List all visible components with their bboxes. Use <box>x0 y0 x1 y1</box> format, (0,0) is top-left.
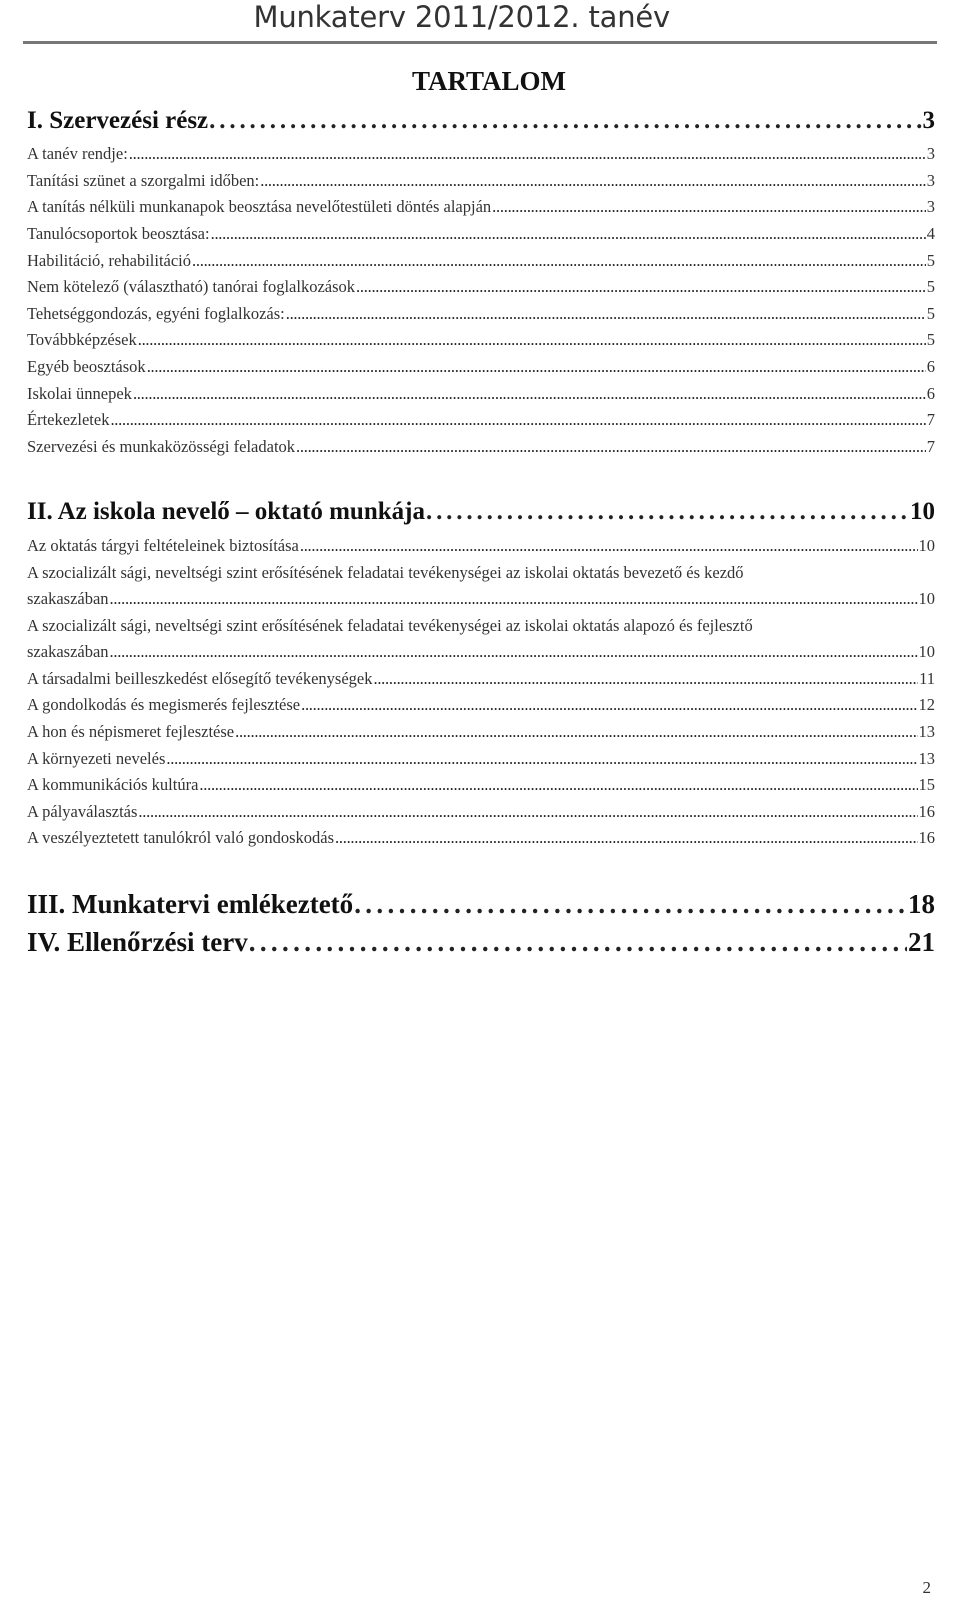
dot-leader <box>138 330 926 350</box>
toc-entry-page: 5 <box>926 304 935 323</box>
toc-entry-page: 3 <box>922 107 935 134</box>
toc-entry-page: 4 <box>926 224 935 243</box>
toc-entry[interactable] <box>27 695 935 715</box>
toc-entry-page: 3 <box>926 144 935 163</box>
toc-entry[interactable] <box>27 197 935 217</box>
toc-entry-page: 10 <box>918 589 935 608</box>
toc-entry-page: 7 <box>926 410 935 429</box>
dot-leader <box>138 802 917 822</box>
dot-leader <box>296 437 926 457</box>
toc-entry[interactable] <box>27 722 935 742</box>
toc-entry-title: Az oktatás tárgyi feltételeinek biztosítása <box>27 536 299 555</box>
toc-entry-page: 7 <box>926 437 935 456</box>
toc-entry-title: Habilitáció, rehabilitáció <box>27 251 192 270</box>
toc-entry[interactable] <box>27 277 935 297</box>
toc-entry-title: A veszélyeztetett tanulókról való gondoskodás <box>27 828 335 847</box>
toc-entry-title: Nem kötelező (választható) tanórai foglalkozások <box>27 277 356 296</box>
toc-entry[interactable] <box>27 669 935 689</box>
dot-leader <box>110 642 918 662</box>
dot-leader <box>373 669 918 689</box>
toc-entry-title: Tanítási szünet a szorgalmi időben: <box>27 171 260 190</box>
toc-entry-title: Tanulócsoportok beosztása: <box>27 224 210 243</box>
dot-leader <box>260 171 926 191</box>
toc-entry-section-2[interactable] <box>27 498 935 526</box>
toc-entry-section-4[interactable] <box>27 927 935 958</box>
toc-entry[interactable] <box>27 775 935 795</box>
running-header <box>0 0 960 46</box>
dot-leader <box>129 144 926 164</box>
toc-entry[interactable] <box>27 224 935 244</box>
dot-leader <box>286 304 926 324</box>
dot-leader <box>199 775 917 795</box>
toc-entry-title: Tehetséggondozás, egyéni foglalkozás: <box>27 304 285 323</box>
toc-entry-title: A környezeti nevelés <box>27 749 166 768</box>
toc-entry-title: Továbbképzések <box>27 330 137 349</box>
toc-entry-page: 10 <box>918 642 935 661</box>
dot-leader <box>354 889 907 920</box>
toc-entry-title: A tanév rendje: <box>27 144 128 163</box>
toc-entry-title-continued: szakaszában <box>27 589 109 608</box>
toc-entry-page: 11 <box>919 669 935 688</box>
toc-entry-page: 13 <box>918 722 935 741</box>
dot-leader <box>335 828 917 848</box>
toc-entry-title: Iskolai ünnepek <box>27 384 132 403</box>
dot-leader <box>147 357 926 377</box>
toc-entry[interactable] <box>27 357 935 377</box>
toc-entry-page: 10 <box>918 536 935 555</box>
toc-entry-page: 5 <box>926 251 935 270</box>
toc-entry[interactable] <box>27 589 935 609</box>
dot-leader <box>492 197 926 217</box>
toc-entry-title: Egyéb beosztások <box>27 357 146 376</box>
toc-entry-page: 18 <box>908 889 935 919</box>
toc-entry[interactable] <box>27 410 935 430</box>
toc-entry-title: Értekezletek <box>27 410 110 429</box>
toc-entry[interactable] <box>27 437 935 457</box>
dot-leader <box>301 695 917 715</box>
toc-entry-page: 10 <box>910 498 935 525</box>
dot-leader <box>110 410 925 430</box>
dot-leader <box>209 107 921 135</box>
toc-entry[interactable] <box>27 251 935 271</box>
toc-entry-page: 3 <box>926 171 935 190</box>
dot-leader <box>211 224 926 244</box>
toc-entry-page: 16 <box>918 802 935 821</box>
toc-entry-page: 16 <box>918 828 935 847</box>
toc-entry-title: II. Az iskola nevelő – oktató munkája <box>27 498 425 525</box>
toc-entry-title: A kommunikációs kultúra <box>27 775 199 794</box>
toc-entry[interactable] <box>27 536 935 556</box>
dot-leader <box>166 749 917 769</box>
toc-entry-title: A tanítás nélküli munkanapok beosztása nevelőtestületi döntés alapján <box>27 197 492 216</box>
toc-entry-page: 6 <box>926 384 935 403</box>
dot-leader <box>356 277 926 297</box>
toc-entry[interactable] <box>27 828 935 848</box>
toc-entry[interactable] <box>27 330 935 350</box>
toc-entry-section-3[interactable] <box>27 889 935 920</box>
toc-entry[interactable] <box>27 171 935 191</box>
header-rule <box>23 41 937 44</box>
dot-leader <box>192 251 926 271</box>
toc-entry-title: A pályaválasztás <box>27 802 138 821</box>
toc-entry-page: 21 <box>908 927 935 957</box>
toc-entry-title: A gondolkodás és megismerés fejlesztése <box>27 695 301 714</box>
toc-entry-section-1[interactable] <box>27 107 935 135</box>
toc-entry-page: 5 <box>926 330 935 349</box>
toc-entry-title: III. Munkatervi emlékeztető <box>27 889 354 919</box>
dot-leader <box>110 589 918 609</box>
dot-leader <box>235 722 917 742</box>
toc-entry[interactable] <box>27 749 935 769</box>
toc-entry-title[interactable]: A szocializált sági, neveltségi szint erősítésének feladatai tevékenységei az iskolai oktatás alapozó és fejlesztő <box>27 616 753 635</box>
dot-leader <box>249 927 907 958</box>
toc-entry-title: I. Szervezési rész <box>27 107 209 134</box>
toc-entry-title: IV. Ellenőrzési terv <box>27 927 248 957</box>
dot-leader <box>133 384 926 404</box>
toc-entry[interactable] <box>27 144 935 164</box>
toc-entry-page: 6 <box>926 357 935 376</box>
toc-entry-title-continued: szakaszában <box>27 642 109 661</box>
toc-heading: TARTALOM <box>411 66 567 96</box>
toc-entry-page: 15 <box>918 775 935 794</box>
toc-entry-title: Szervezési és munkaközösségi feladatok <box>27 437 296 456</box>
dot-leader <box>300 536 918 556</box>
toc-entry-page: 12 <box>918 695 935 714</box>
toc-entry[interactable] <box>27 384 935 404</box>
toc-entry[interactable] <box>27 642 935 662</box>
toc-entry[interactable] <box>27 304 935 324</box>
toc-entry-title: A hon és népismeret fejlesztése <box>27 722 235 741</box>
toc-entry-title: A társadalmi beilleszkedést elősegítő tevékenységek <box>27 669 373 688</box>
header-title: Munkaterv 2011/2012. tanév <box>253 0 670 34</box>
page-number: 2 <box>922 1578 931 1597</box>
toc-entry-page: 5 <box>926 277 935 296</box>
toc-entry-title[interactable]: A szocializált sági, neveltségi szint erősítésének feladatai tevékenységei az iskolai oktatás bevezető és kezdő <box>27 563 744 582</box>
toc-entry-page: 13 <box>918 749 935 768</box>
toc-entry[interactable] <box>27 802 935 822</box>
toc-entry-page: 3 <box>926 197 935 216</box>
dot-leader <box>426 498 909 526</box>
